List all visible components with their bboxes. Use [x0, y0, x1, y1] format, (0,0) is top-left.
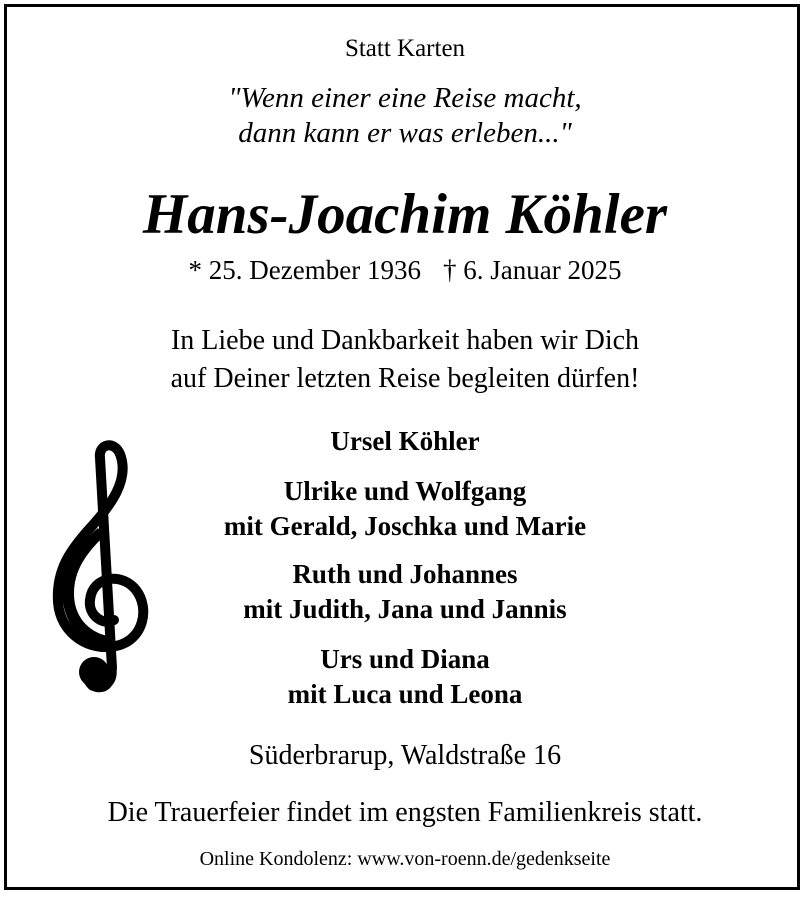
- notice-header: Statt Karten: [344, 35, 466, 62]
- life-dates: [0, 257, 810, 284]
- online-condolence: Online Kondolenz: www.von-roenn.de/gedenkseite: [199, 848, 611, 870]
- family-member: mit Gerald, Joschka und Marie: [223, 511, 587, 541]
- birth-date: * 25. Dezember 1936: [188, 255, 421, 285]
- family-member: mit Luca und Leona: [287, 679, 523, 709]
- message-line-2: auf Deiner letzten Reise begleiten dürfen!: [170, 363, 640, 394]
- quote-line-2: dann kann er was erleben...": [238, 117, 572, 149]
- family-address: Süderbrarup, Waldstraße 16: [248, 740, 562, 771]
- family-member: Ulrike und Wolfgang: [283, 476, 527, 506]
- message-line-1: In Liebe und Dankbarkeit haben wir Dich: [170, 325, 640, 356]
- family-member: mit Judith, Jana und Jannis: [243, 594, 567, 624]
- quote-line-1: "Wenn einer eine Reise macht,: [228, 82, 582, 114]
- family-member: Ruth und Johannes: [292, 559, 518, 589]
- death-date: † 6. Januar 2025: [442, 255, 622, 285]
- treble-clef-icon: [52, 440, 156, 694]
- ceremony-note: Die Trauerfeier findet im engsten Familienkreis statt.: [107, 797, 703, 828]
- family-member: Urs und Diana: [320, 644, 490, 674]
- deceased-name: Hans-Joachim Köhler: [142, 183, 668, 246]
- family-member: Ursel Köhler: [330, 426, 480, 456]
